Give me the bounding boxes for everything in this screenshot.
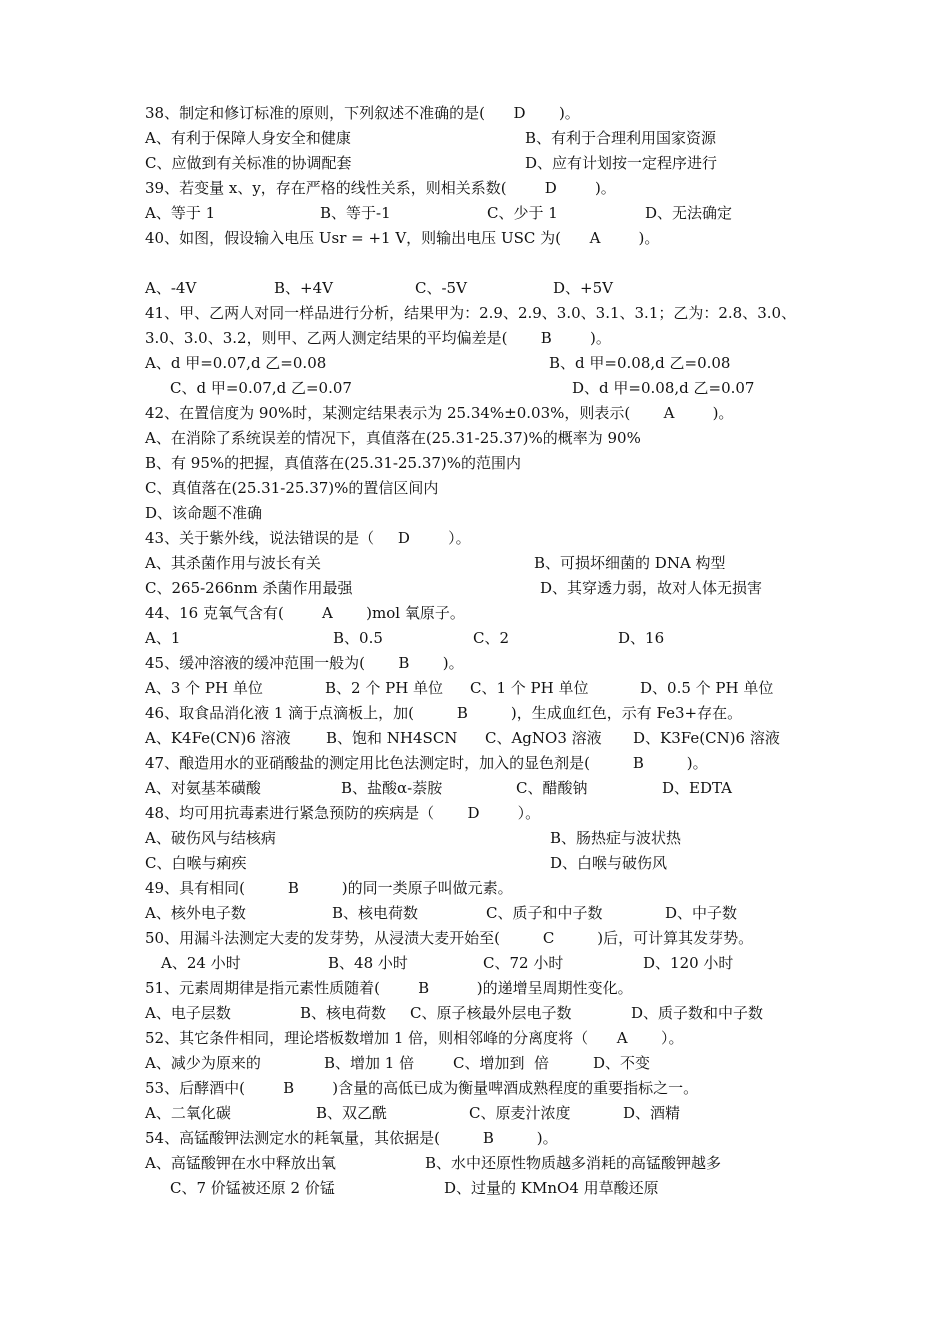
option-44d: D、16 <box>618 629 665 647</box>
option-53a: A、二氧化碳 <box>145 1104 231 1122</box>
question-54: 54、高锰酸钾法测定水的耗氧量，其依据是( B )。 <box>145 1129 558 1147</box>
option-46a: A、K4Fe(CN)6 溶液 <box>145 729 291 747</box>
option-49a: A、核外电子数 <box>145 904 246 922</box>
option-52a: A、减少为原来的 <box>145 1054 261 1072</box>
question-51: 51、元素周期律是指元素性质随着( B )的递增呈周期性变化。 <box>145 979 633 997</box>
question-41-line2: 3.0、3.0、3.2，则甲、乙两人测定结果的平均偏差是( B )。 <box>145 329 611 347</box>
option-50b: B、48 小时 <box>328 954 408 972</box>
option-39c: C、少于 1 <box>487 204 558 222</box>
option-41b: B、d 甲=0.08,d 乙=0.08 <box>549 354 731 372</box>
option-48a: A、破伤风与结核病 <box>145 829 276 847</box>
option-49d: D、中子数 <box>665 904 738 922</box>
question-43: 43、关于紫外线，说法错误的是（ D ）。 <box>145 529 471 547</box>
option-52b: B、增加 1 倍 <box>324 1054 415 1072</box>
option-48b: B、肠热症与波状热 <box>550 829 682 847</box>
question-40: 40、如图，假设输入电压 Usr = +1 V，则输出电压 USC 为( A )。 <box>145 229 660 247</box>
option-47a: A、对氨基苯磺酸 <box>145 779 261 797</box>
option-39a: A、等于 1 <box>145 204 216 222</box>
option-45a: A、3 个 PH 单位 <box>145 679 263 697</box>
question-47: 47、酿造用水的亚硝酸盐的测定用比色法测定时，加入的显色剂是( B )。 <box>145 754 708 772</box>
option-52d: D、不变 <box>593 1054 651 1072</box>
option-51d: D、质子数和中子数 <box>631 1004 764 1022</box>
option-54b: B、水中还原性物质越多消耗的高锰酸钾越多 <box>425 1154 722 1172</box>
option-38d: D、应有计划按一定程序进行 <box>525 154 718 172</box>
option-46c: C、AgNO3 溶液 <box>485 729 602 747</box>
option-43b: B、可损坏细菌的 DNA 构型 <box>534 554 726 572</box>
option-41c: C、d 甲=0.07,d 乙=0.07 <box>170 379 352 397</box>
option-49c: C、质子和中子数 <box>486 904 603 922</box>
question-42: 42、在置信度为 90%时，某测定结果表示为 25.34%±0.03%，则表示( A )。 <box>145 404 734 422</box>
option-50a: A、24 小时 <box>161 954 241 972</box>
option-45d: D、0.5 个 PH 单位 <box>640 679 774 697</box>
question-52: 52、其它条件相同，理论塔板数增加 1 倍，则相邻峰的分离度将（ A ）。 <box>145 1029 684 1047</box>
option-38a: A、有利于保障人身安全和健康 <box>145 129 351 147</box>
option-51b: B、核电荷数 <box>300 1004 387 1022</box>
question-45: 45、缓冲溶液的缓冲范围一般为( B )。 <box>145 654 464 672</box>
option-50d: D、120 小时 <box>643 954 734 972</box>
option-53b: B、双乙酰 <box>316 1104 388 1122</box>
option-47c: C、醋酸钠 <box>516 779 588 797</box>
option-42a: A、在消除了系统误差的情况下，真值落在(25.31-25.37)%的概率为 90% <box>145 429 641 447</box>
option-54d: D、过量的 KMnO4 用草酸还原 <box>444 1179 659 1197</box>
option-40d: D、+5V <box>553 279 613 297</box>
question-46: 46、取食品消化液 1 滴于点滴板上，加( B )，生成血红色，示有 Fe3+存在。 <box>145 704 743 722</box>
question-41-line1: 41、甲、乙两人对同一样品进行分析，结果甲为：2.9、2.9、3.0、3.1、3.1；乙为：2.8、3.0、 <box>145 304 797 322</box>
option-48d: D、白喉与破伤风 <box>550 854 668 872</box>
option-44a: A、1 <box>145 629 181 647</box>
option-44b: B、0.5 <box>333 629 383 647</box>
question-50: 50、用漏斗法测定大麦的发芽势，从浸渍大麦开始至( C )后，可计算其发芽势。 <box>145 929 754 947</box>
option-42d: D、该命题不准确 <box>145 504 263 522</box>
option-53c: C、原麦汁浓度 <box>469 1104 571 1122</box>
question-49: 49、具有相同( B )的同一类原子叫做元素。 <box>145 879 513 897</box>
question-48: 48、均可用抗毒素进行紧急预防的疾病是（ D ）。 <box>145 804 541 822</box>
option-47d: D、EDTA <box>662 779 733 797</box>
question-38: 38、制定和修订标准的原则，下列叙述不准确的是( D )。 <box>145 104 580 122</box>
option-39b: B、等于-1 <box>320 204 391 222</box>
option-38b: B、有利于合理利用国家资源 <box>525 129 717 147</box>
question-44: 44、16 克氧气含有( A )mol 氧原子。 <box>145 604 465 622</box>
option-50c: C、72 小时 <box>483 954 564 972</box>
option-49b: B、核电荷数 <box>332 904 419 922</box>
option-42c: C、真值落在(25.31-25.37)%的置信区间内 <box>145 479 439 497</box>
option-54c: C、7 价锰被还原 2 价锰 <box>170 1179 335 1197</box>
question-53: 53、后酵酒中( B )含量的高低已成为衡量啤酒成熟程度的重要指标之一。 <box>145 1079 699 1097</box>
option-43c: C、265-266nm 杀菌作用最强 <box>145 579 353 597</box>
option-53d: D、酒精 <box>623 1104 681 1122</box>
option-52c: C、增加到 倍 <box>453 1054 550 1072</box>
option-51c: C、原子核最外层电子数 <box>410 1004 572 1022</box>
option-40a: A、-4V <box>145 279 197 297</box>
option-43a: A、其杀菌作用与波长有关 <box>145 554 321 572</box>
option-42b: B、有 95%的把握，真值落在(25.31-25.37)%的范围内 <box>145 454 522 472</box>
option-48c: C、白喉与痢疾 <box>145 854 247 872</box>
option-46d: D、K3Fe(CN)6 溶液 <box>633 729 780 747</box>
option-54a: A、高锰酸钾在水中释放出氧 <box>145 1154 336 1172</box>
option-45c: C、1 个 PH 单位 <box>470 679 589 697</box>
option-41d: D、d 甲=0.08,d 乙=0.07 <box>572 379 755 397</box>
option-40c: C、-5V <box>415 279 467 297</box>
question-39: 39、若变量 x、y，存在严格的线性关系，则相关系数( D )。 <box>145 179 616 197</box>
option-51a: A、电子层数 <box>145 1004 231 1022</box>
option-41a: A、d 甲=0.07,d 乙=0.08 <box>145 354 327 372</box>
option-46b: B、饱和 NH4SCN <box>326 729 458 747</box>
option-47b: B、盐酸α-萘胺 <box>341 779 443 797</box>
option-40b: B、+4V <box>274 279 333 297</box>
option-39d: D、无法确定 <box>645 204 733 222</box>
option-44c: C、2 <box>473 629 510 647</box>
option-45b: B、2 个 PH 单位 <box>325 679 444 697</box>
option-43d: D、其穿透力弱，故对人体无损害 <box>540 579 763 597</box>
option-38c: C、应做到有关标准的协调配套 <box>145 154 352 172</box>
